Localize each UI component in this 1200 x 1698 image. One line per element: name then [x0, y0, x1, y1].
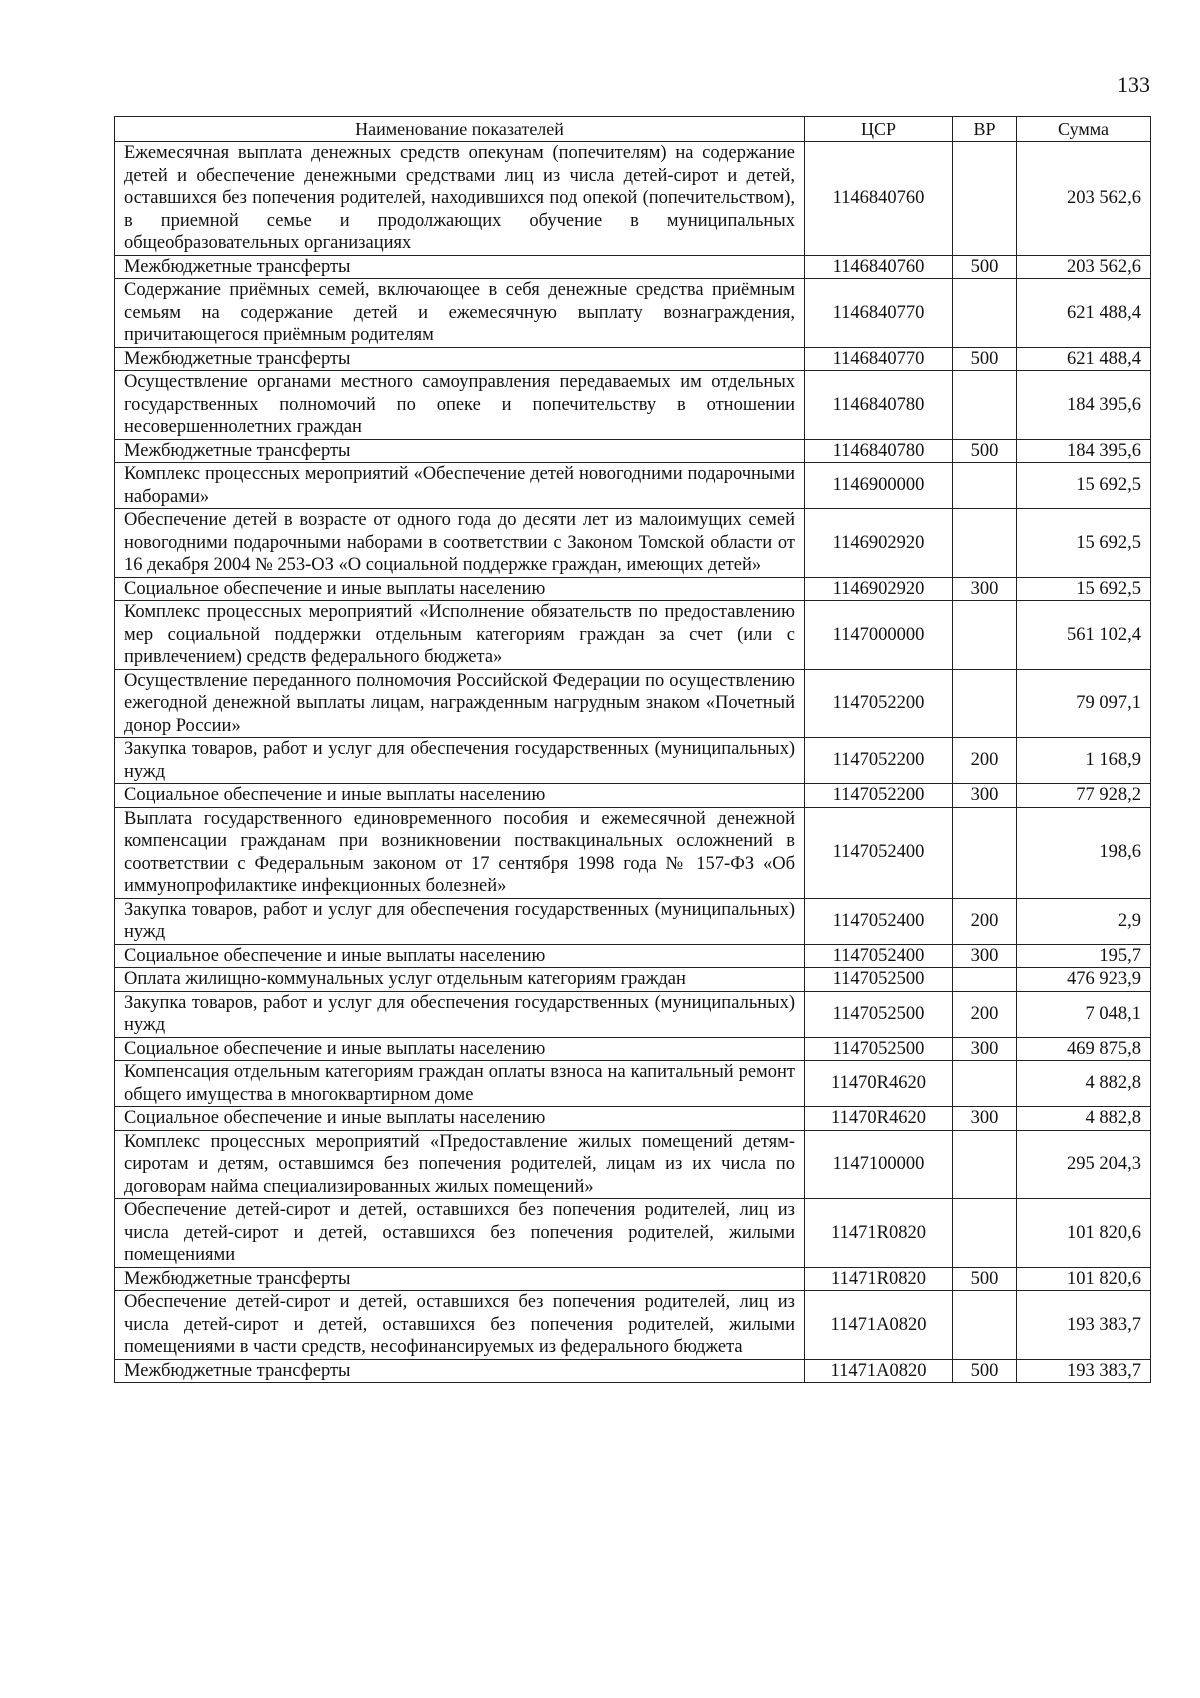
row-vr-cell: [953, 142, 1017, 256]
row-vr-cell: 500: [953, 255, 1017, 279]
row-name-cell: Социальное обеспечение и иные выплаты населению: [115, 784, 805, 808]
table-row: [115, 347, 1151, 371]
row-sum-cell: 184 395,6: [1017, 439, 1151, 463]
row-vr-cell: 200: [953, 898, 1017, 944]
header-vr: ВР: [953, 117, 1017, 142]
row-sum-cell: 4 882,8: [1017, 1061, 1151, 1107]
row-sum-cell: 79 097,1: [1017, 669, 1151, 738]
row-name-cell: Социальное обеспечение и иные выплаты населению: [115, 1037, 805, 1061]
row-name-cell: Компенсация отдельным категориям граждан оплаты взноса на капитальный ремонт общего имущества в многоквартирном доме: [115, 1061, 805, 1107]
header-row: [115, 117, 1151, 142]
row-csr-cell: 1146840780: [805, 371, 953, 440]
table-row: [115, 807, 1151, 898]
row-csr-cell: 1147052500: [805, 1037, 953, 1061]
table-row: [115, 509, 1151, 578]
row-vr-cell: 500: [953, 1267, 1017, 1291]
table-header: [115, 117, 1151, 142]
row-vr-cell: 500: [953, 1359, 1017, 1383]
row-csr-cell: 11471A0820: [805, 1359, 953, 1383]
table-row: [115, 898, 1151, 944]
row-csr-cell: 1147100000: [805, 1130, 953, 1199]
row-csr-cell: 1146840760: [805, 142, 953, 256]
row-vr-cell: [953, 968, 1017, 992]
table-row: [115, 1267, 1151, 1291]
row-name-cell: Содержание приёмных семей, включающее в себя денежные средства приёмным семьям на содержание детей и ежемесячную выплату вознаграждения, причитающегося приёмным родителям: [115, 279, 805, 348]
row-csr-cell: 1147052500: [805, 991, 953, 1037]
row-csr-cell: 11470R4620: [805, 1061, 953, 1107]
table-row: [115, 1037, 1151, 1061]
row-sum-cell: 469 875,8: [1017, 1037, 1151, 1061]
row-vr-cell: [953, 463, 1017, 509]
table-row: [115, 255, 1151, 279]
header-sum: Сумма: [1017, 117, 1151, 142]
row-name-cell: Межбюджетные трансферты: [115, 1359, 805, 1383]
row-name-cell: Обеспечение детей в возрасте от одного года до десяти лет из малоимущих семей новогодними подарочными наборами в соответствии с Законом Томской области от 16 декабря 2004 № 253-ОЗ «О социальной поддержке граждан, имеющих детей»: [115, 509, 805, 578]
row-sum-cell: 198,6: [1017, 807, 1151, 898]
row-sum-cell: 101 820,6: [1017, 1199, 1151, 1268]
row-csr-cell: 1146900000: [805, 463, 953, 509]
table-row: [115, 738, 1151, 784]
row-name-cell: Ежемесячная выплата денежных средств опекунам (попечителям) на содержание детей и обеспечение денежными средствами лиц из числа детей-сирот и детей, оставшихся без попечения родителей, находившихся под опекой (попечительством), в приемной семье и продолжающих обучение в муниципальных общеобразовательных организациях: [115, 142, 805, 256]
row-vr-cell: [953, 509, 1017, 578]
row-vr-cell: [953, 1061, 1017, 1107]
header-name: Наименование показателей: [115, 117, 805, 142]
row-sum-cell: 7 048,1: [1017, 991, 1151, 1037]
row-vr-cell: 200: [953, 738, 1017, 784]
row-name-cell: Межбюджетные трансферты: [115, 255, 805, 279]
header-csr: ЦСР: [805, 117, 953, 142]
table-row: [115, 463, 1151, 509]
row-sum-cell: 476 923,9: [1017, 968, 1151, 992]
row-sum-cell: 203 562,6: [1017, 142, 1151, 256]
row-csr-cell: 1147052500: [805, 968, 953, 992]
row-vr-cell: [953, 279, 1017, 348]
row-name-cell: Закупка товаров, работ и услуг для обеспечения государственных (муниципальных) нужд: [115, 898, 805, 944]
row-sum-cell: 561 102,4: [1017, 601, 1151, 670]
row-csr-cell: 1147052400: [805, 898, 953, 944]
row-vr-cell: 300: [953, 1107, 1017, 1131]
row-vr-cell: 300: [953, 784, 1017, 808]
table-row: [115, 577, 1151, 601]
row-name-cell: Обеспечение детей-сирот и детей, оставшихся без попечения родителей, лиц из числа детей-сирот и детей, оставшихся без попечения родителей, жилыми помещениями: [115, 1199, 805, 1268]
row-sum-cell: 4 882,8: [1017, 1107, 1151, 1131]
row-sum-cell: 621 488,4: [1017, 279, 1151, 348]
row-name-cell: Комплекс процессных мероприятий «Обеспечение детей новогодними подарочными наборами»: [115, 463, 805, 509]
row-vr-cell: [953, 1130, 1017, 1199]
row-sum-cell: 101 820,6: [1017, 1267, 1151, 1291]
table-row: [115, 944, 1151, 968]
row-sum-cell: 193 383,7: [1017, 1291, 1151, 1360]
row-csr-cell: 1146840760: [805, 255, 953, 279]
row-vr-cell: [953, 371, 1017, 440]
table-row: [115, 1199, 1151, 1268]
row-sum-cell: 15 692,5: [1017, 577, 1151, 601]
row-name-cell: Осуществление органами местного самоуправления передаваемых им отдельных государственных полномочий по опеке и попечительству в отношении несовершеннолетних граждан: [115, 371, 805, 440]
row-vr-cell: 500: [953, 347, 1017, 371]
row-sum-cell: 193 383,7: [1017, 1359, 1151, 1383]
row-name-cell: Комплекс процессных мероприятий «Исполнение обязательств по предоставлению мер социальной поддержки отдельным категориям граждан за счет (или с привлечением) средств федерального бюджета»: [115, 601, 805, 670]
budget-table: [114, 116, 1151, 1383]
table-row: [115, 1291, 1151, 1360]
row-name-cell: Комплекс процессных мероприятий «Предоставление жилых помещений детям-сиротам и детям, оставшимся без попечения родителей, лицам из их числа по договорам найма специализированных жилых помещений»: [115, 1130, 805, 1199]
table-row: [115, 1359, 1151, 1383]
row-vr-cell: 300: [953, 577, 1017, 601]
row-csr-cell: 1146902920: [805, 509, 953, 578]
row-name-cell: Оплата жилищно-коммунальных услуг отдельным категориям граждан: [115, 968, 805, 992]
row-sum-cell: 2,9: [1017, 898, 1151, 944]
row-csr-cell: 1147052200: [805, 738, 953, 784]
row-vr-cell: 200: [953, 991, 1017, 1037]
row-name-cell: Межбюджетные трансферты: [115, 439, 805, 463]
row-csr-cell: 1147052200: [805, 784, 953, 808]
table-row: [115, 968, 1151, 992]
row-vr-cell: [953, 601, 1017, 670]
row-csr-cell: 11471A0820: [805, 1291, 953, 1360]
row-csr-cell: 1147000000: [805, 601, 953, 670]
row-sum-cell: 15 692,5: [1017, 509, 1151, 578]
table-row: [115, 601, 1151, 670]
row-csr-cell: 11471R0820: [805, 1199, 953, 1268]
row-name-cell: Закупка товаров, работ и услуг для обеспечения государственных (муниципальных) нужд: [115, 991, 805, 1037]
row-sum-cell: 295 204,3: [1017, 1130, 1151, 1199]
row-csr-cell: 1146840770: [805, 347, 953, 371]
page-number: 133: [1117, 72, 1150, 97]
row-name-cell: Межбюджетные трансферты: [115, 1267, 805, 1291]
row-name-cell: Социальное обеспечение и иные выплаты населению: [115, 944, 805, 968]
table-body: [115, 142, 1151, 1383]
row-name-cell: Обеспечение детей-сирот и детей, оставшихся без попечения родителей, лиц из числа детей-сирот и детей, оставшихся без попечения родителей, жилыми помещениями в части средств, несофинансируемых из федерального бюджета: [115, 1291, 805, 1360]
row-sum-cell: 621 488,4: [1017, 347, 1151, 371]
row-csr-cell: 1147052400: [805, 944, 953, 968]
row-csr-cell: 1146902920: [805, 577, 953, 601]
row-csr-cell: 11471R0820: [805, 1267, 953, 1291]
table-row: [115, 142, 1151, 256]
row-csr-cell: 11470R4620: [805, 1107, 953, 1131]
row-sum-cell: 1 168,9: [1017, 738, 1151, 784]
row-vr-cell: [953, 669, 1017, 738]
row-name-cell: Социальное обеспечение и иные выплаты населению: [115, 1107, 805, 1131]
table-row: [115, 991, 1151, 1037]
row-vr-cell: 300: [953, 1037, 1017, 1061]
row-name-cell: Выплата государственного единовременного пособия и ежемесячной денежной компенсации гражданам при возникновении поствакцинальных осложнений в соответствии с Федеральным законом от 17 сентября 1998 года № 157-ФЗ «Об иммунопрофилактике инфекционных болезней»: [115, 807, 805, 898]
row-vr-cell: [953, 1199, 1017, 1268]
table-row: [115, 669, 1151, 738]
table-row: [115, 1130, 1151, 1199]
row-sum-cell: 77 928,2: [1017, 784, 1151, 808]
table-row: [115, 1061, 1151, 1107]
row-name-cell: Осуществление переданного полномочия Российской Федерации по осуществлению ежегодной денежной выплаты лицам, награжденным нагрудным знаком «Почетный донор России»: [115, 669, 805, 738]
row-sum-cell: 195,7: [1017, 944, 1151, 968]
row-sum-cell: 203 562,6: [1017, 255, 1151, 279]
row-vr-cell: 300: [953, 944, 1017, 968]
row-name-cell: Межбюджетные трансферты: [115, 347, 805, 371]
table-row: [115, 439, 1151, 463]
row-name-cell: Социальное обеспечение и иные выплаты населению: [115, 577, 805, 601]
row-csr-cell: 1147052400: [805, 807, 953, 898]
table-row: [115, 371, 1151, 440]
row-sum-cell: 184 395,6: [1017, 371, 1151, 440]
row-vr-cell: [953, 1291, 1017, 1360]
row-csr-cell: 1146840780: [805, 439, 953, 463]
table-row: [115, 784, 1151, 808]
row-sum-cell: 15 692,5: [1017, 463, 1151, 509]
row-csr-cell: 1147052200: [805, 669, 953, 738]
table-row: [115, 1107, 1151, 1131]
row-name-cell: Закупка товаров, работ и услуг для обеспечения государственных (муниципальных) нужд: [115, 738, 805, 784]
row-vr-cell: [953, 807, 1017, 898]
row-vr-cell: 500: [953, 439, 1017, 463]
row-csr-cell: 1146840770: [805, 279, 953, 348]
table-row: [115, 279, 1151, 348]
